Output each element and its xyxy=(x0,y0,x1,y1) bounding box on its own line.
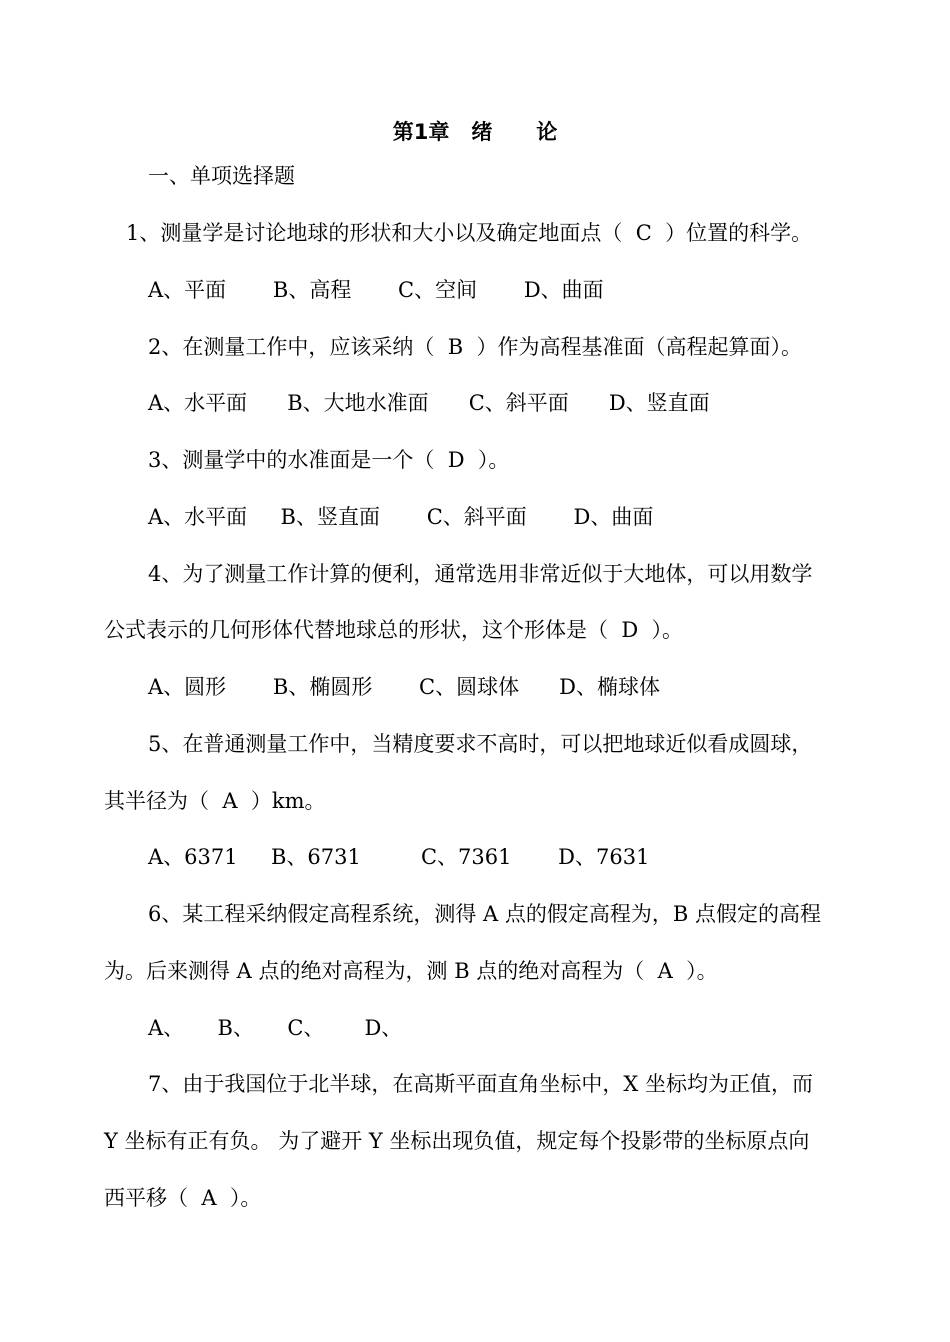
question-5-options: A、6371 B、6731 C、7361 D、7631 xyxy=(148,845,650,869)
question-1-line-1: 1、测量学是讨论地球的形状和大小以及确定地面点（ C ）位置的科学。 xyxy=(126,221,813,245)
question-3-options: A、水平面 B、竖直面 C、斜平面 D、曲面 xyxy=(148,505,654,529)
question-7-line-3: 西平移（ A ）。 xyxy=(104,1186,262,1210)
question-6-options: A、 B、 C、 D、 xyxy=(148,1016,403,1040)
question-7-line-1: 7、由于我国位于北半球，在高斯平面直角坐标中，X 坐标均为正值，而 xyxy=(148,1072,813,1096)
question-2-line-1: 2、在测量工作中，应该采纳（ B ）作为高程基准面（高程起算面）。 xyxy=(148,335,802,359)
question-3-line-1: 3、测量学中的水准面是一个（ D ）。 xyxy=(148,448,510,472)
question-5-line-2: 其半径为（ A ）km。 xyxy=(104,789,326,813)
chapter-title: 第1章 绪 论 xyxy=(392,120,558,144)
question-4-line-1: 4、为了测量工作计算的便利，通常选用非常近似于大地体，可以用数学 xyxy=(148,562,813,586)
question-4-options: A、圆形 B、椭圆形 C、圆球体 D、椭球体 xyxy=(148,675,661,699)
question-4-line-2: 公式表示的几何形体代替地球总的形状，这个形体是（ D ）。 xyxy=(104,618,684,642)
question-7-line-2: Y 坐标有正有负。 为了避开 Y 坐标出现负值，规定每个投影带的坐标原点向 xyxy=(104,1129,810,1153)
question-6-line-2: 为。后来测得 A 点的绝对高程为，测 B 点的绝对高程为（ A ）。 xyxy=(104,959,718,983)
question-2-options: A、水平面 B、大地水准面 C、斜平面 D、竖直面 xyxy=(148,391,710,415)
question-6-line-1: 6、某工程采纳假定高程系统，测得 A 点的假定高程为，B 点假定的高程 xyxy=(148,902,821,926)
question-5-line-1: 5、在普通测量工作中，当精度要求不高时，可以把地球近似看成圆球， xyxy=(148,732,813,756)
section-heading: 一、单项选择题 xyxy=(148,164,295,188)
question-1-options: A、平面 B、高程 C、空间 D、曲面 xyxy=(148,278,604,302)
